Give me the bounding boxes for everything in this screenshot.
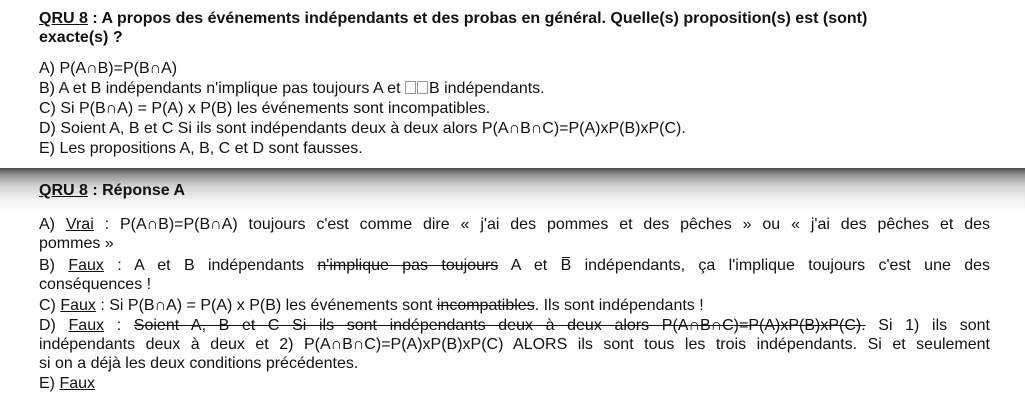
answer-a-line2: pommes » xyxy=(39,235,114,252)
answer-d-line3: si on a déjà les deux conditions précédentes. xyxy=(39,355,359,372)
answer-b-text1: : A et B indépendants xyxy=(103,257,318,274)
proposition-c: C) Si P(B∩A) = P(A) x P(B) les événements sont incompatibles. xyxy=(39,100,491,117)
answer-b-verdict: Faux xyxy=(68,257,104,274)
answer-d-text2: Si 1) ils sont xyxy=(865,317,990,334)
answer-a-text: : P(A∩B)=P(B∩A) toujours c'est comme dire « j'ai des pommes et des pêches » ou « j'ai des pêches et des xyxy=(93,216,990,233)
answer-b-line2: conséquences ! xyxy=(39,276,152,293)
answer-d-verdict: Faux xyxy=(68,317,105,334)
question-block xyxy=(0,0,1025,170)
question-id: QRU 8 xyxy=(39,10,88,27)
answer-id: QRU 8 xyxy=(39,182,88,199)
answer-b-struck: n'implique pas toujours xyxy=(317,257,499,274)
proposition-b-end: B indépendants. xyxy=(428,80,545,97)
proposition-b xyxy=(39,79,545,98)
answer-b-text2: A et xyxy=(498,257,561,274)
answer-a xyxy=(39,215,990,234)
answer-title xyxy=(39,181,185,200)
question-title xyxy=(39,9,867,28)
question-title-text: : A propos des événements indépendants et des probas en général. Quelle(s) proposition(s) est (sont) xyxy=(87,10,868,27)
answer-a-prefix: A) xyxy=(39,216,66,233)
proposition-e: E) Les propositions A, B, C et D sont fausses. xyxy=(39,140,363,157)
answer-e-verdict: Faux xyxy=(59,375,96,392)
answer-d-prefix: D) xyxy=(39,317,69,334)
answer-d-line2: indépendants deux à deux et 2) P(A∩B∩C)=P(A)xP(B)xP(C) ALORS ils sont tous les trois indépendants. Si et seulement xyxy=(39,336,990,353)
proposition-d: D) Soient A, B et C Si ils sont indépendants deux à deux alors P(A∩B∩C)=P(A)xP(B)xP(C). xyxy=(39,120,686,137)
answer-c xyxy=(39,296,704,315)
answer-d xyxy=(39,316,990,335)
answer-c-prefix: C) xyxy=(39,297,61,314)
answer-c-struck: incompatibles xyxy=(436,297,535,314)
answer-d-struck: Soient A, B et C Si ils sont indépendants deux à deux alors P(A∩B∩C)=P(A)xP(B)xP(C). xyxy=(133,317,866,334)
answer-c-text1: : Si P(B∩A) = P(A) x P(B) les événements sont xyxy=(95,297,437,314)
answer-c-verdict: Faux xyxy=(60,297,96,314)
answer-a-verdict: Vrai xyxy=(65,216,94,233)
answer-b-text3: indépendants, ça l'implique toujours c'est une des xyxy=(571,257,991,274)
answer-b-prefix: B) xyxy=(39,257,69,274)
proposition-a: A) P(A∩B)=P(B∩A) xyxy=(39,60,178,77)
answer-d-text1: : xyxy=(104,317,134,334)
answer-title-text: : Réponse A xyxy=(87,182,186,199)
proposition-b-text: B) A et B indépendants n'implique pas toujours A et xyxy=(39,80,405,97)
answer-b xyxy=(39,256,990,275)
answer-e-prefix: E) xyxy=(39,375,60,392)
question-title-line2: exacte(s) ? xyxy=(39,29,123,46)
answer-b-complement: B xyxy=(560,257,572,274)
missing-glyph-icon xyxy=(405,81,416,94)
answer-block xyxy=(0,176,1025,413)
missing-glyph-icon xyxy=(417,81,428,94)
answer-c-text2: . Ils sont indépendants ! xyxy=(534,297,704,314)
answer-e xyxy=(39,374,95,393)
